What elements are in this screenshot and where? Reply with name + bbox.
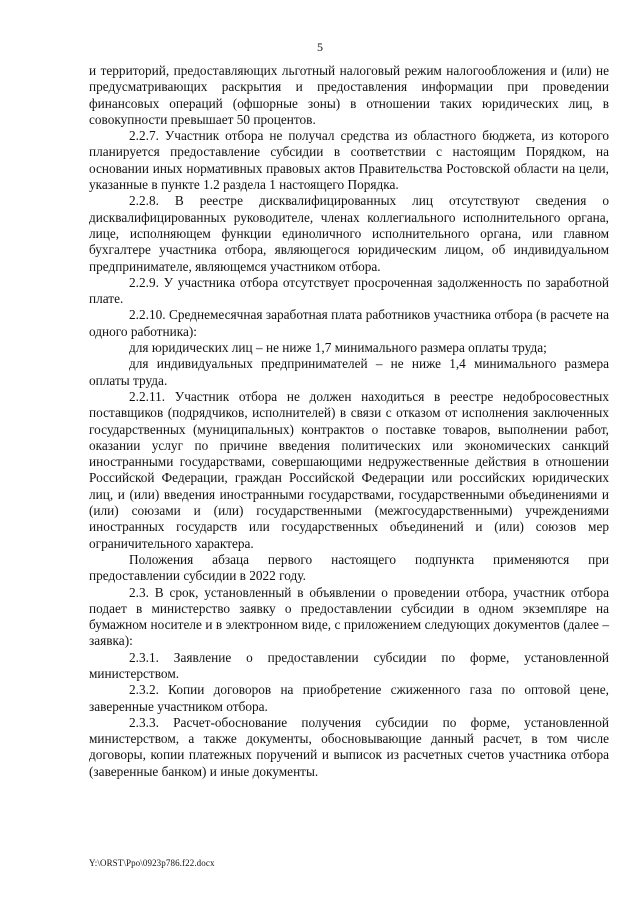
- document-body: [89, 63, 609, 780]
- paragraph-2-3-3: 2.3.3. Расчет-обоснование получения субсидии по форме, установленной министерством, а также документы, обосновывающие данный расчет, в том числе договоры, копии платежных поручений и выписок из расчетных счетов участника отбора (заверенные банком) и иные документы.: [89, 714, 609, 779]
- footer-file-path: Y:\ORST\Ppo\0923p786.f22.docx: [89, 858, 215, 868]
- paragraph-2-2-8: 2.2.8. В реестре дисквалифицированных лиц отсутствуют сведения о дисквалифицированных руководителе, членах коллегиального исполнительного органа, лице, исполняющем функции единоличного исполнительного органа, или главном бухгалтере участника отбора, являющегося юридическим лицом, об индивидуальном предпринимателе, являющемся участником отбора.: [89, 193, 609, 274]
- paragraph-2-2-9: 2.2.9. У участника отбора отсутствует просроченная задолженность по заработной плате.: [89, 274, 609, 307]
- paragraph-2-3: 2.3. В срок, установленный в объявлении о проведении отбора, участник отбора подает в министерство заявку о предоставлении субсидии в одном экземпляре на бумажном носителе и в электронном виде, с приложением следующих документов (далее – заявка):: [89, 584, 609, 649]
- paragraph-2-2-10: 2.2.10. Среднемесячная заработная плата работников участника отбора (в расчете на одного работника):: [89, 307, 609, 339]
- paragraph-2022-provision: Положения абзаца первого настоящего подпункта применяются при предоставлении субсидии в 2022 году.: [89, 551, 609, 584]
- paragraph-2-2-11: 2.2.11. Участник отбора не должен находиться в реестре недобросовестных поставщиков (подрядчиков, исполнителей) в связи с отказом от исполнения заключенных государственных (муниципальных) контрактов о поставке товаров, выполнении работ, оказании услуг по причине введения политических или экономических санкций иностранными государствами, совершающими недружественные действия в отношении Российской Федерации, граждан Российской Федерации или российских юридических лиц, и (или) введения иностранными государствами, государственными объединениями и (или) союзами и (или) государственными (межгосударственными) учреждениями иностранных государств или государственных объединений и (или) союзов мер ограничительного характера.: [89, 388, 609, 551]
- page-number: 5: [317, 40, 323, 54]
- paragraph-2-3-2: 2.3.2. Копии договоров на приобретение сжиженного газа по оптовой цене, заверенные участником отбора.: [89, 682, 609, 714]
- paragraph-2-2-7: 2.2.7. Участник отбора не получал средства из областного бюджета, из которого планируется предоставление субсидии в соответствии с настоящим Порядком, на основании иных нормативных правовых актов Правительства Ростовской области на цели, указанные в пункте 1.2 раздела 1 настоящего Порядка.: [89, 128, 609, 193]
- paragraph-legal-entities-wage: для юридических лиц – не ниже 1,7 минимального размера оплаты труда;: [129, 340, 547, 356]
- paragraph-entrepreneurs-wage: для индивидуальных предпринимателей – не ниже 1,4 минимального размера оплаты труда.: [89, 356, 609, 388]
- paragraph-offshore-continuation: и территорий, предоставляющих льготный налоговый режим налогообложения и (или) не предусматривающих раскрытия и предоставления информации при проведении финансовых операций (офшорные зоны) в отношении таких юридических лиц, в совокупности превышает 50 процентов.: [89, 63, 609, 127]
- paragraph-2-3-1: 2.3.1. Заявление о предоставлении субсидии по форме, установленной министерством.: [89, 649, 609, 681]
